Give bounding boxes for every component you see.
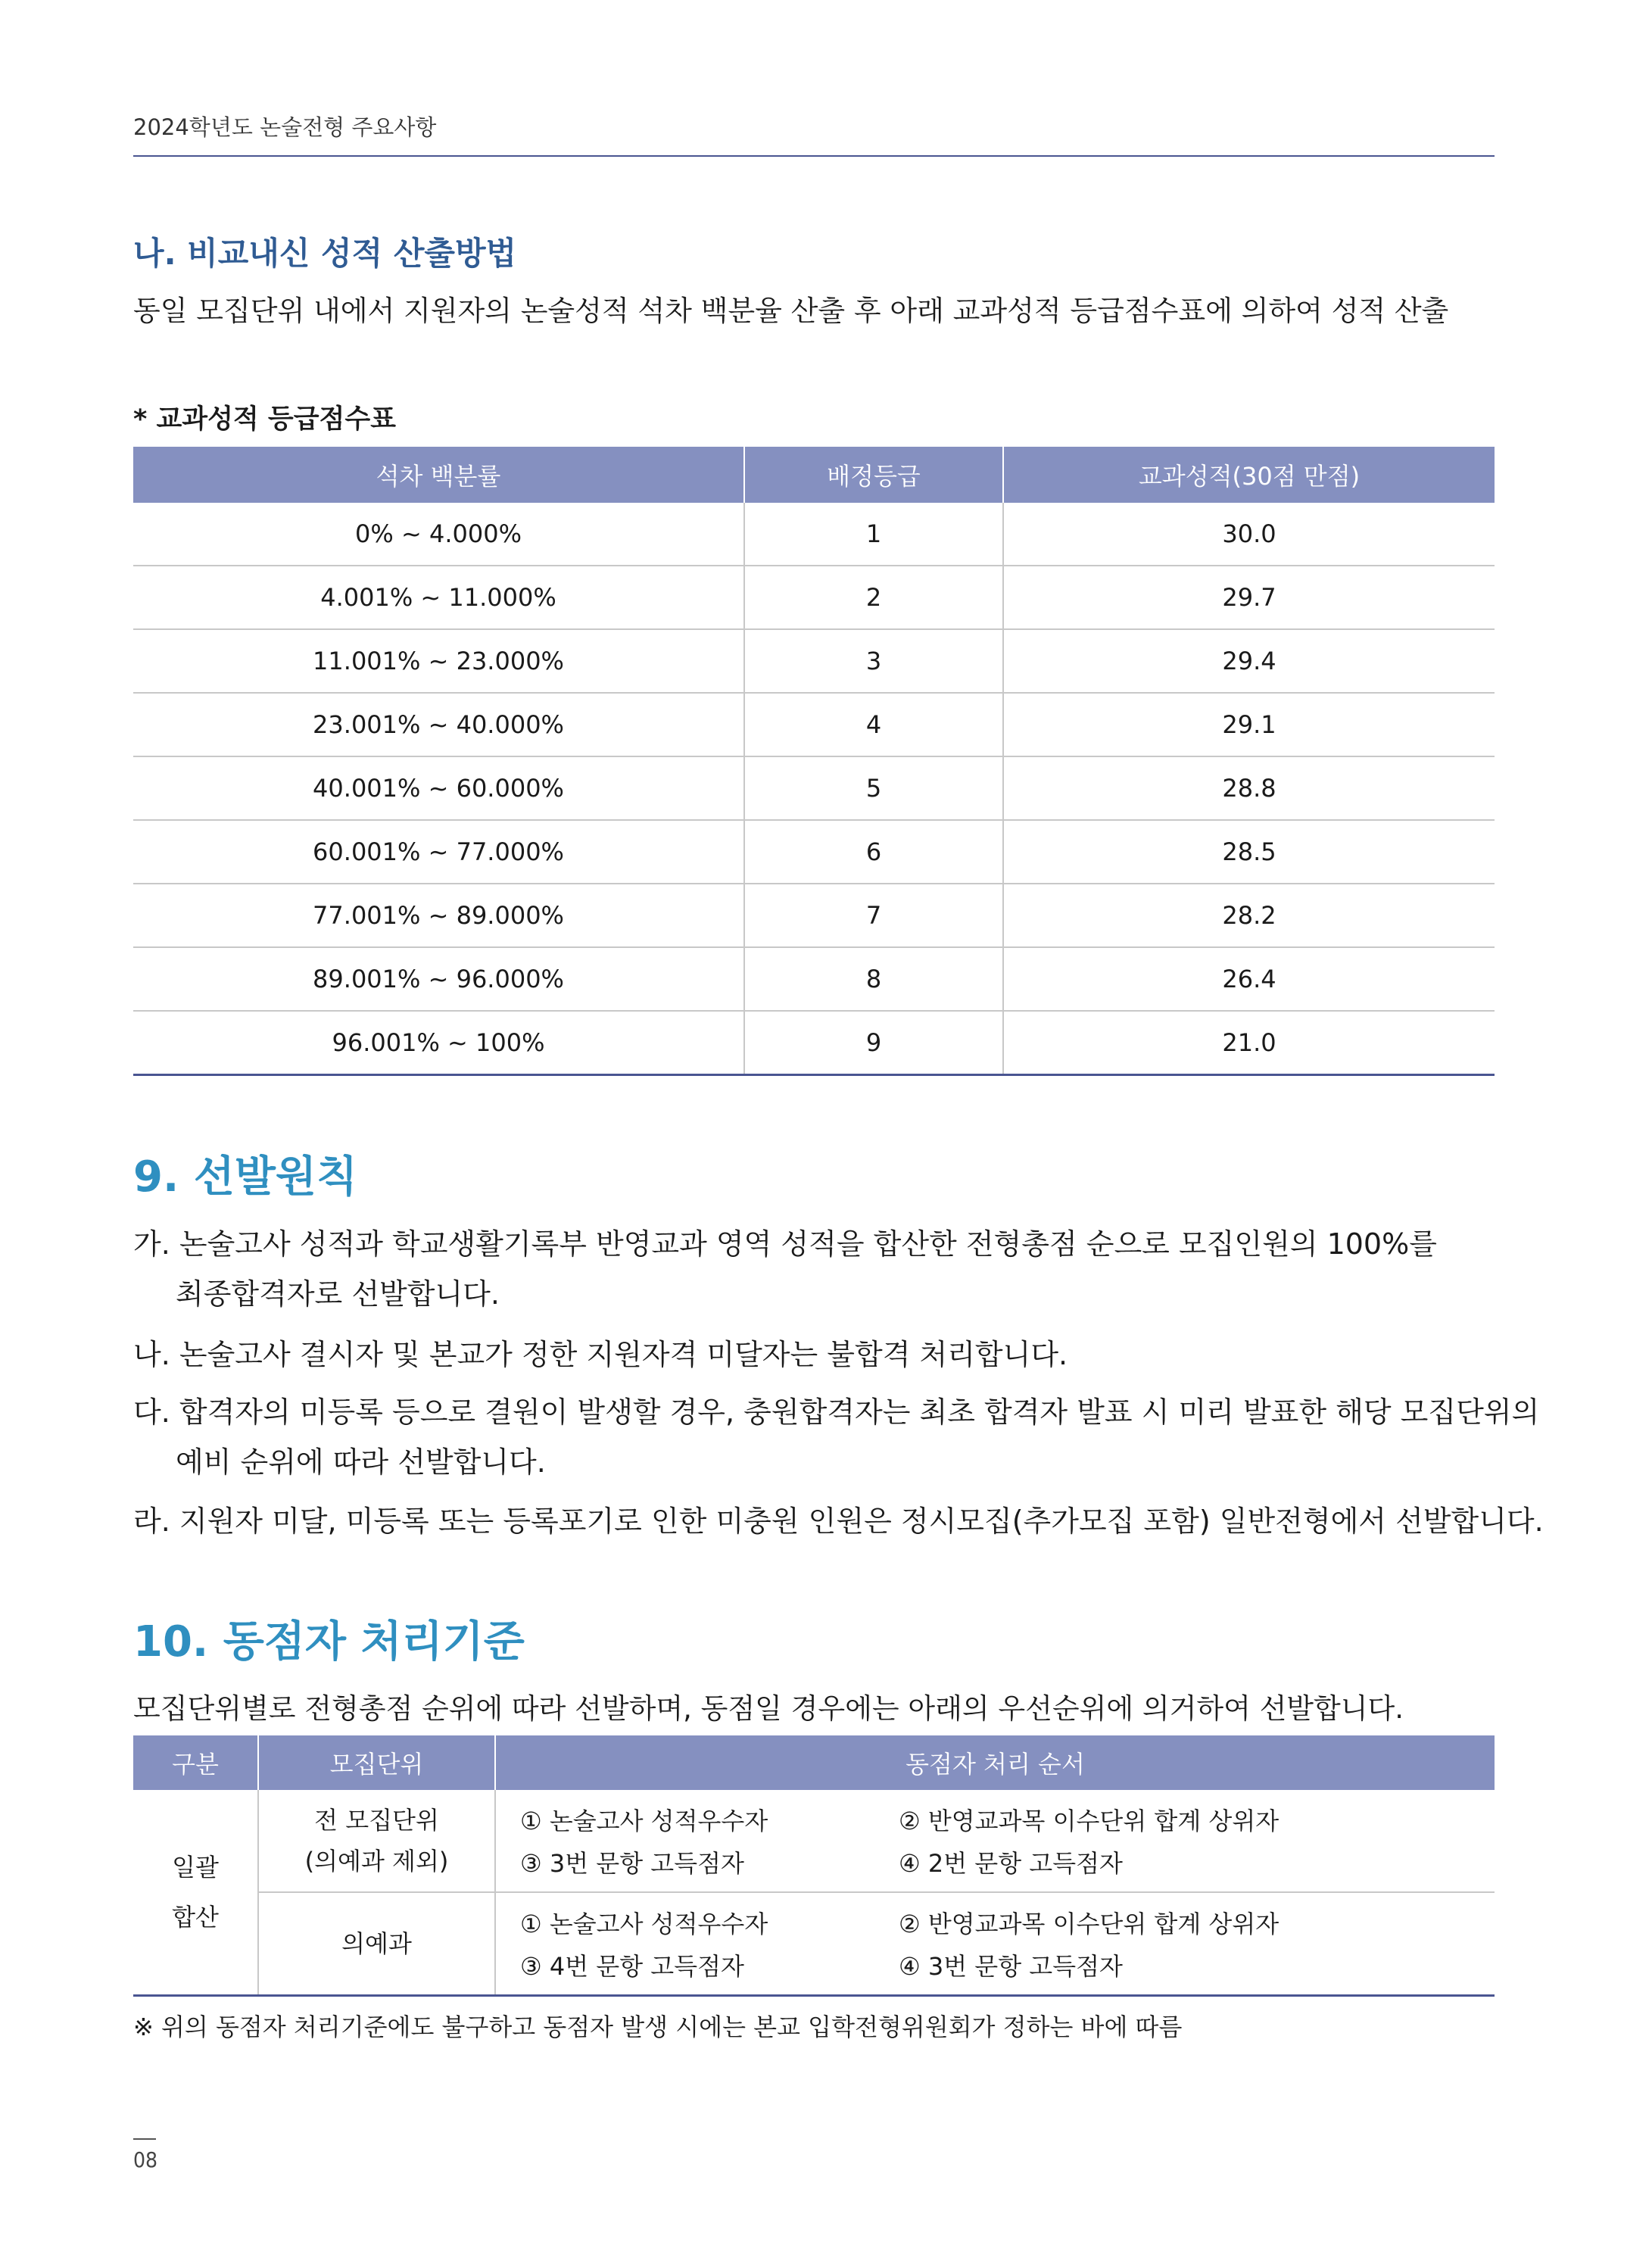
principle-item-c: 다. 합격자의 미등록 등으로 결원이 발생할 경우, 충원합격자는 최초 합격자 발표 시 미리 발표한 해당 모집단위의 <box>133 1395 1540 1429</box>
score-cell: 29.1 <box>1003 693 1495 756</box>
percentile-cell: 23.001% ~ 40.000% <box>133 693 744 756</box>
unit-line-2: (의예과 제외) <box>304 1847 449 1876</box>
unit-cell <box>258 1790 495 1892</box>
table-row <box>133 503 1495 566</box>
subsection-title: 나. 비교내신 성적 산출방법 <box>133 235 517 272</box>
document-header: 2024학년도 논술전형 주요사항 <box>133 114 437 140</box>
grade-cell: 2 <box>744 566 1003 629</box>
order-item: ① 논술고사 성적우수자 <box>520 1807 768 1835</box>
footer-divider <box>133 2138 156 2140</box>
order-item: ② 반영교과목 이수단위 합계 상위자 <box>899 1807 1280 1835</box>
table-row <box>133 820 1495 884</box>
grade-score-table <box>133 447 1495 1076</box>
table-row <box>133 1892 1495 1996</box>
column-header-category: 구분 <box>133 1735 258 1790</box>
grade-cell: 5 <box>744 756 1003 820</box>
order-item: ③ 4번 문항 고득점자 <box>520 1952 744 1981</box>
order-item: ① 논술고사 성적우수자 <box>520 1910 768 1938</box>
tie-break-note: ※ 위의 동점자 처리기준에도 불구하고 동점자 발생 시에는 본교 입학전형위원회가 정하는 바에 따름 <box>133 2013 1183 2041</box>
category-cell <box>133 1790 258 1996</box>
column-header-score: 교과성적(30점 만점) <box>1003 447 1495 503</box>
table-row <box>133 1790 1495 1892</box>
grade-cell: 3 <box>744 629 1003 693</box>
unit-line-1: 의예과 <box>341 1929 412 1958</box>
category-line-2: 합산 <box>172 1903 219 1932</box>
percentile-cell: 77.001% ~ 89.000% <box>133 884 744 947</box>
score-cell: 30.0 <box>1003 503 1495 566</box>
table-row <box>133 756 1495 820</box>
percentile-cell: 96.001% ~ 100% <box>133 1011 744 1075</box>
column-header-order: 동점자 처리 순서 <box>495 1735 1495 1790</box>
section-9-title: 9. 선발원칙 <box>133 1152 358 1202</box>
table-row <box>133 693 1495 756</box>
percentile-cell: 89.001% ~ 96.000% <box>133 947 744 1011</box>
unit-cell <box>258 1892 495 1996</box>
percentile-cell: 60.001% ~ 77.000% <box>133 820 744 884</box>
table-row <box>133 947 1495 1011</box>
principle-item-b: 나. 논술고사 결시자 및 본교가 정한 지원자격 미달자는 불합격 처리합니다. <box>133 1338 1068 1371</box>
table-row <box>133 1011 1495 1075</box>
percentile-cell: 40.001% ~ 60.000% <box>133 756 744 820</box>
principle-item-d: 라. 지원자 미달, 미등록 또는 등록포기로 인한 미충원 인원은 정시모집(추가모집 포함) 일반전형에서 선발합니다. <box>133 1505 1544 1538</box>
grade-table-caption: * 교과성적 등급점수표 <box>133 404 396 435</box>
order-item: ④ 2번 문항 고득점자 <box>899 1849 1123 1878</box>
tie-break-description: 모집단위별로 전형총점 순위에 따라 선발하며, 동점일 경우에는 아래의 우선순위에 의거하여 선발합니다. <box>133 1692 1404 1725</box>
principle-item-a: 가. 논술고사 성적과 학교생활기록부 반영교과 영역 성적을 합산한 전형총점 순으로 모집인원의 100%를 <box>133 1227 1437 1261</box>
grade-cell: 7 <box>744 884 1003 947</box>
order-cell <box>495 1790 1495 1892</box>
unit-line-1: 전 모집단위 <box>314 1806 439 1835</box>
grade-cell: 6 <box>744 820 1003 884</box>
order-item: ② 반영교과목 이수단위 합계 상위자 <box>899 1910 1280 1938</box>
header-divider <box>133 155 1495 157</box>
score-cell: 29.7 <box>1003 566 1495 629</box>
grade-cell: 9 <box>744 1011 1003 1075</box>
principle-item-c-cont: 예비 순위에 따라 선발합니다. <box>176 1445 546 1479</box>
section-10-title: 10. 동점자 처리기준 <box>133 1617 525 1667</box>
table-header-row <box>133 1735 1495 1790</box>
table-row <box>133 884 1495 947</box>
order-cell <box>495 1892 1495 1996</box>
order-item: ③ 3번 문항 고득점자 <box>520 1849 744 1878</box>
column-header-unit: 모집단위 <box>258 1735 495 1790</box>
score-cell: 29.4 <box>1003 629 1495 693</box>
score-cell: 21.0 <box>1003 1011 1495 1075</box>
table-header-row <box>133 447 1495 503</box>
score-cell: 26.4 <box>1003 947 1495 1011</box>
table-row <box>133 566 1495 629</box>
grade-cell: 1 <box>744 503 1003 566</box>
percentile-cell: 4.001% ~ 11.000% <box>133 566 744 629</box>
grade-cell: 4 <box>744 693 1003 756</box>
score-cell: 28.8 <box>1003 756 1495 820</box>
principle-item-a-cont: 최종합격자로 선발합니다. <box>176 1277 500 1311</box>
score-cell: 28.2 <box>1003 884 1495 947</box>
column-header-grade: 배정등급 <box>744 447 1003 503</box>
grade-cell: 8 <box>744 947 1003 1011</box>
order-item: ④ 3번 문항 고득점자 <box>899 1952 1123 1981</box>
page-number: 08 <box>133 2147 158 2172</box>
subsection-description: 동일 모집단위 내에서 지원자의 논술성적 석차 백분율 산출 후 아래 교과성적 등급점수표에 의하여 성적 산출 <box>133 295 1449 327</box>
percentile-cell: 11.001% ~ 23.000% <box>133 629 744 693</box>
tie-break-table <box>133 1735 1495 1997</box>
percentile-cell: 0% ~ 4.000% <box>133 503 744 566</box>
column-header-percentile: 석차 백분률 <box>133 447 744 503</box>
table-row <box>133 629 1495 693</box>
score-cell: 28.5 <box>1003 820 1495 884</box>
category-line-1: 일괄 <box>172 1853 219 1882</box>
